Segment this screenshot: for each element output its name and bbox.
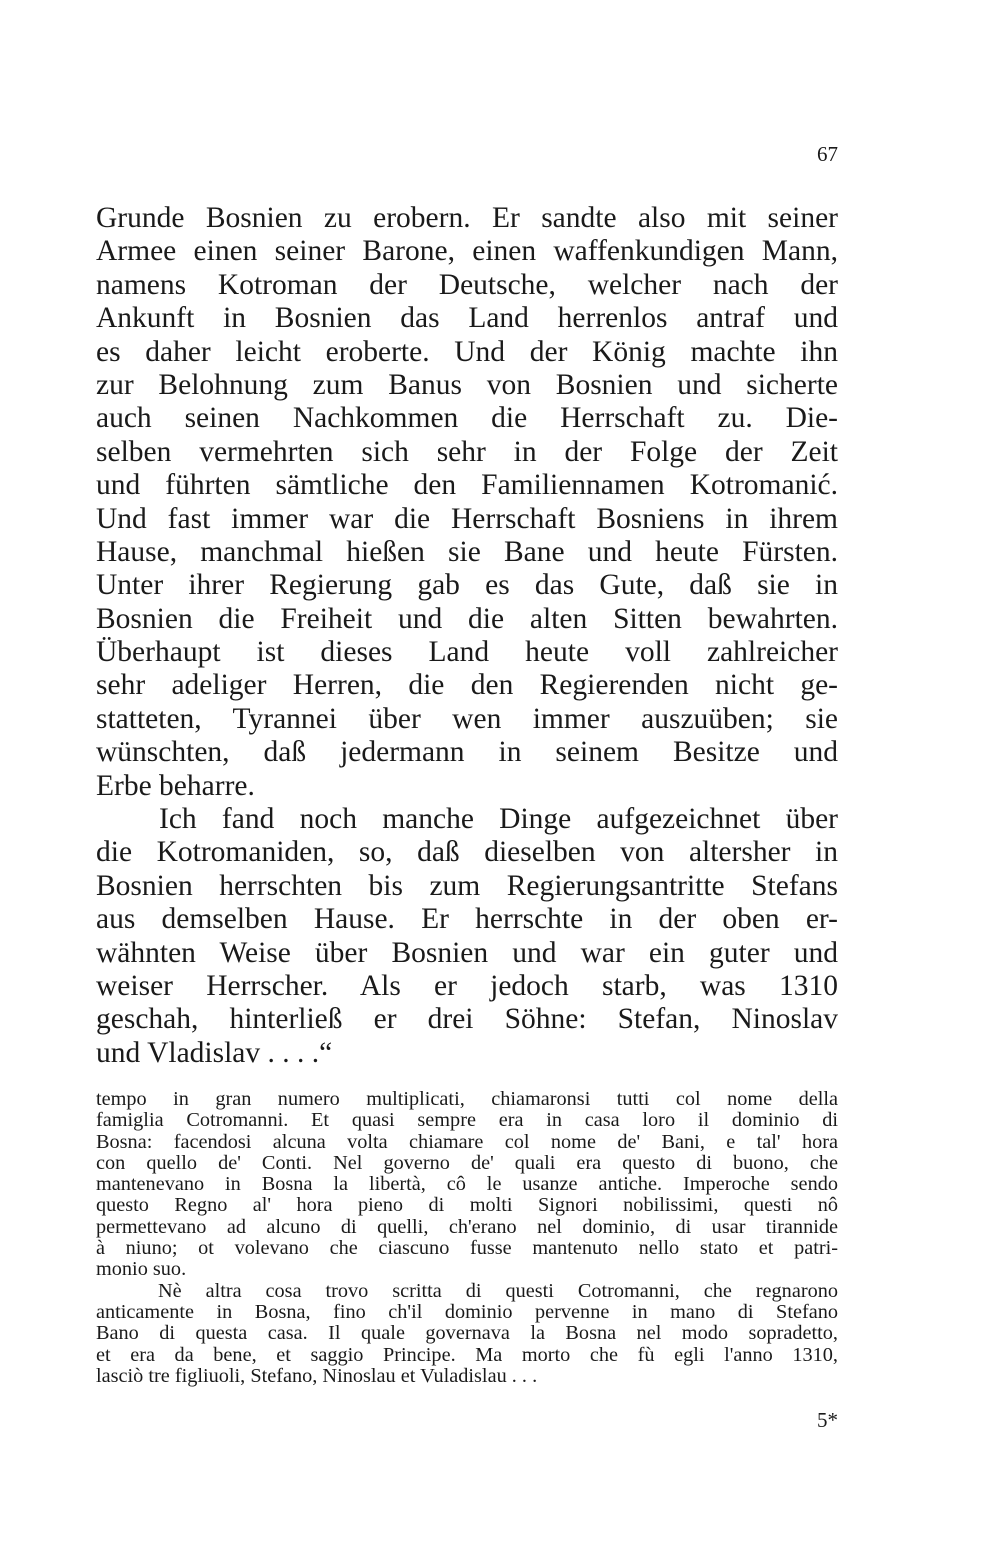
- footnote-line: lasciò tre figliuoli, Stefano, Ninoslau et Vuladislau . . .: [96, 1364, 538, 1387]
- text-line: zur Belohnung zum Banus von Bosnien und sicherte: [96, 368, 838, 401]
- text-line: es daher leicht eroberte. Und der König machte ihn: [96, 335, 838, 368]
- footnote-line: famiglia Cotromanni. Et quasi sempre era in casa loro il dominio di: [96, 1109, 838, 1132]
- footnote-line: Bosna: facendosi alcuna volta chiamare col nome de' Bani, e tal' hora: [96, 1130, 838, 1153]
- text-line: Armee einen seiner Barone, einen waffenkundigen Mann,: [96, 235, 838, 268]
- text-line: weiser Herrscher. Als er jedoch starb, was 1310: [96, 969, 838, 1002]
- footnote-line: con quello de' Conti. Nel governo de' quali era questo di buono, che: [96, 1151, 838, 1174]
- footnote-line: monio suo.: [96, 1258, 187, 1281]
- text-line: Erbe beharre.: [96, 769, 255, 802]
- text-line: selben vermehrten sich sehr in der Folge der Zeit: [96, 435, 838, 468]
- footnote-line: questo Regno al' hora pieno di molti Signori nobilissimi, questi nô: [96, 1194, 838, 1217]
- footnote-line: Bano di questa casa. Il quale governava la Bosna nel modo sopradetto,: [96, 1322, 838, 1345]
- main-paragraph-2: [96, 803, 838, 1070]
- footnote-line: permettevano ad alcuno di quelli, ch'erano nel dominio, di usar tirannide: [96, 1215, 838, 1238]
- footnote-line: mantenevano in Bosna la libertà, cô le usanze antiche. Imperoche sendo: [96, 1173, 838, 1196]
- text-line: Unter ihrer Regierung gab es das Gute, daß sie in: [96, 569, 838, 602]
- footnote-line: Nè altra cosa trovo scritta di questi Cotromanni, che regnarono: [158, 1279, 838, 1302]
- signature-mark: 5*: [817, 1408, 838, 1432]
- text-line: Hause, manchmal hießen sie Bane und heute Fürsten.: [96, 535, 838, 568]
- page-number: 67: [817, 142, 838, 166]
- text-line: Überhaupt ist dieses Land heute voll zahlreicher: [96, 636, 838, 669]
- footnote-line: et era da bene, et saggio Principe. Ma morto che fù egli l'anno 1310,: [96, 1343, 838, 1366]
- footnote-paragraph-1: [96, 1089, 838, 1281]
- footnote-line: tempo in gran numero multiplicati, chiamaronsi tutti col nome della: [96, 1088, 838, 1110]
- text-line: Grunde Bosnien zu erobern. Er sandte also mit seiner: [96, 202, 838, 234]
- footnote: [96, 1089, 838, 1387]
- footnote-line: à niuno; ot volevano che ciascuno fusse mantenuto nello stato et patri-: [96, 1237, 838, 1260]
- text-line: Ankunft in Bosnien das Land herrenlos antraf und: [96, 302, 838, 335]
- main-text: [96, 202, 838, 1070]
- text-line: geschah, hinterließ er drei Söhne: Stefan, Ninoslav: [96, 1003, 838, 1036]
- text-line: aus demselben Hause. Er herrschte in der oben er-: [96, 903, 838, 936]
- text-line: Und fast immer war die Herrschaft Bosniens in ihrem: [96, 502, 838, 535]
- text-line: wähnten Weise über Bosnien und war ein guter und: [96, 936, 838, 969]
- text-line: und führten sämtliche den Familiennamen Kotromanić.: [96, 469, 838, 502]
- footnote-line: anticamente in Bosna, fino ch'il dominio pervenne in mano di Stefano: [96, 1300, 838, 1323]
- main-paragraph-1: [96, 202, 838, 803]
- text-line: Bosnien herrschten bis zum Regierungsantritte Stefans: [96, 869, 838, 902]
- text-line: sehr adeliger Herren, die den Regierenden nicht ge-: [96, 669, 838, 702]
- text-line: Bosnien die Freiheit und die alten Sitten bewahrten.: [96, 602, 838, 635]
- text-line: Ich fand noch manche Dinge aufgezeichnet über: [159, 803, 838, 836]
- footnote-paragraph-2: [96, 1281, 838, 1387]
- text-line: die Kotromaniden, so, daß dieselben von altersher in: [96, 836, 838, 869]
- text-line: wünschten, daß jedermann in seinem Besitze und: [96, 736, 838, 769]
- text-line: auch seinen Nachkommen die Herrschaft zu. Die-: [96, 402, 838, 435]
- text-line: statteten, Tyrannei über wen immer auszuüben; sie: [96, 702, 838, 735]
- text-line: und Vladislav . . . .“: [96, 1036, 333, 1069]
- text-line: namens Kotroman der Deutsche, welcher nach der: [96, 268, 838, 301]
